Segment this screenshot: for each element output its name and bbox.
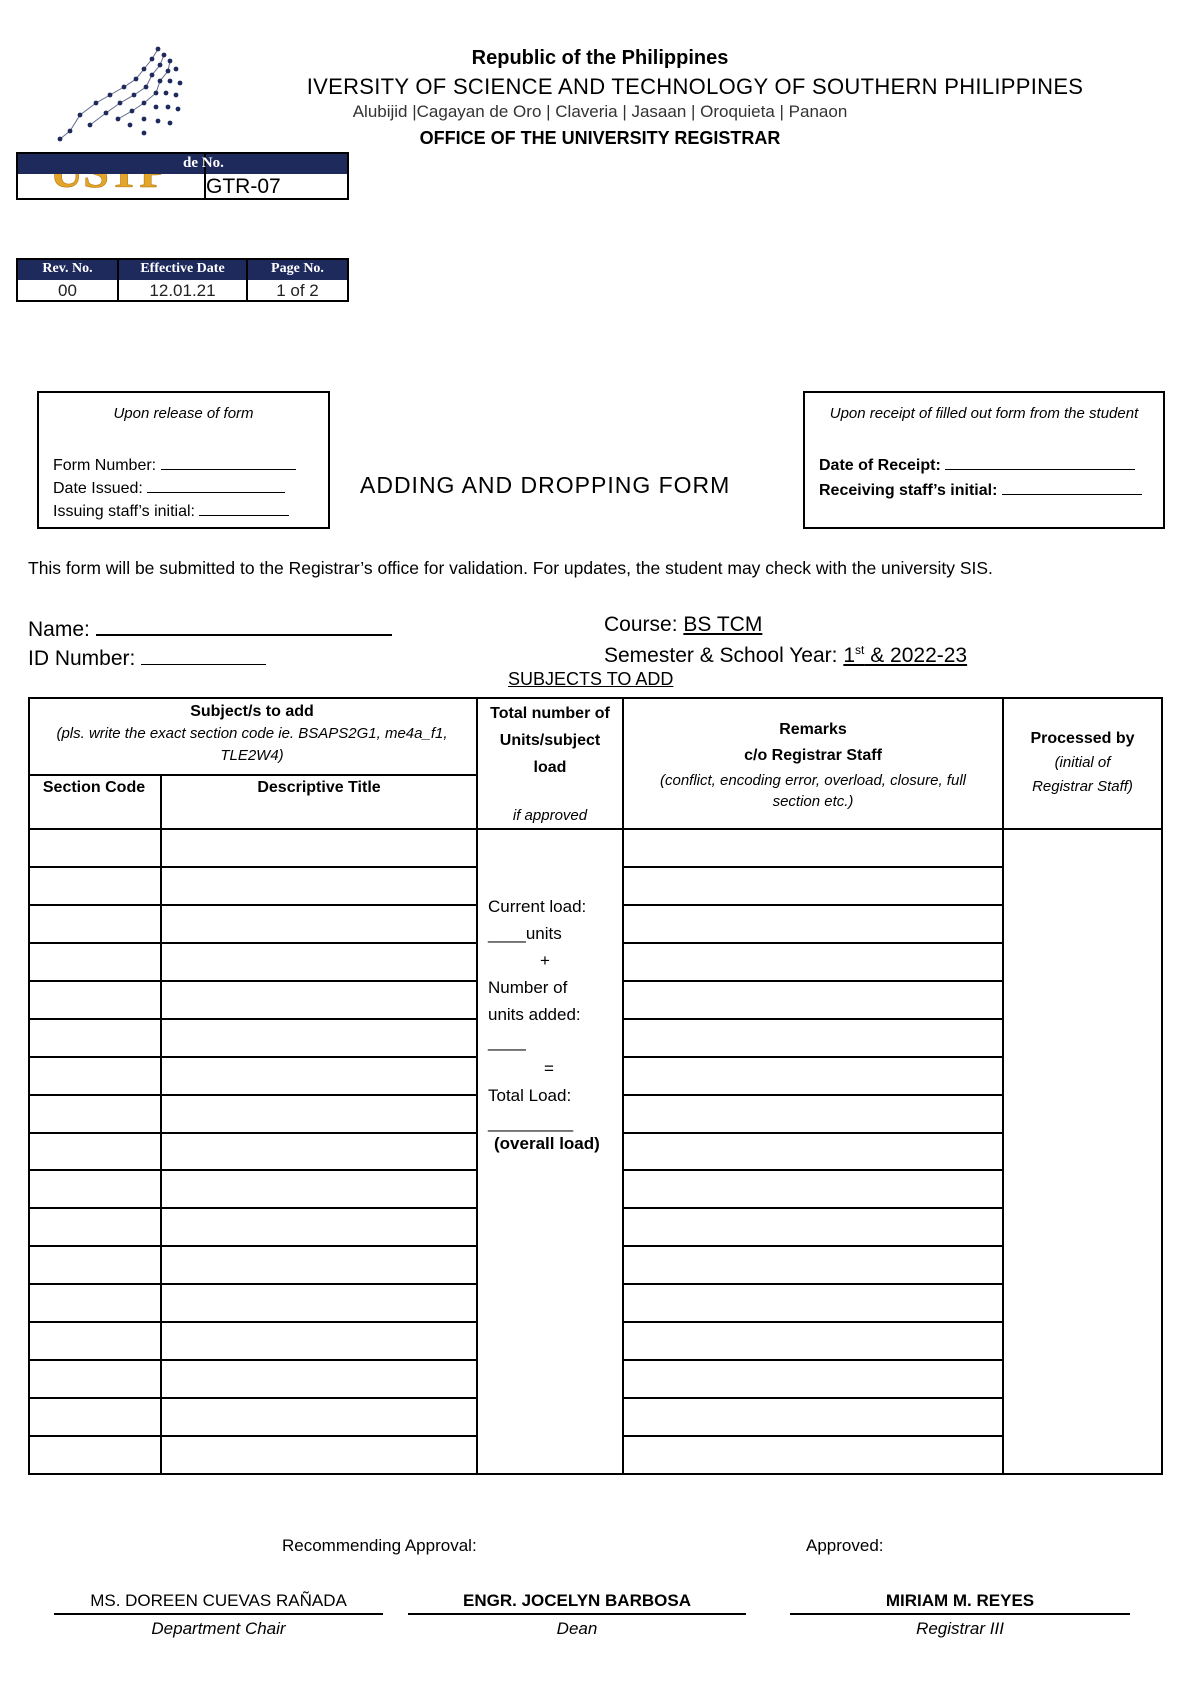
date-issued-label: Date Issued:	[53, 480, 143, 497]
table-row-line	[28, 1207, 477, 1209]
semester-value: 1st & 2022-23	[843, 643, 968, 667]
effective-date-value: 12.01.21	[149, 281, 216, 300]
form-number-label: Form Number:	[53, 457, 157, 474]
table-row-line	[28, 1056, 477, 1058]
rev-no-value: 00	[58, 281, 77, 300]
subjects-header: Subject/s to add (pls. write the exact section code ie. BSAPS2G1, me4a_f1, TLE2W4)	[56, 703, 448, 764]
date-issued-field[interactable]	[147, 476, 285, 493]
units-header: Total number of Units/subject load	[490, 705, 610, 776]
table-row-line	[28, 904, 477, 906]
receiving-staff-label: Receiving staff’s initial:	[819, 482, 998, 499]
dept-chair-name: MS. DOREEN CUEVAS RAÑADA	[90, 1591, 347, 1610]
table-row-line	[28, 980, 477, 982]
processed-header: Processed by (initial of Registrar Staff)	[1030, 730, 1135, 795]
issuing-staff-label: Issuing staff’s initial:	[53, 503, 195, 520]
table-row-line	[622, 1018, 1003, 1020]
dean-role: Dean	[556, 1619, 598, 1638]
table-row-line	[622, 1359, 1003, 1361]
table-row-line	[28, 866, 477, 868]
table-row-line	[28, 1018, 477, 1020]
remarks-note: (conflict, encoding error, overload, closure, full section etc.)	[660, 772, 966, 810]
page-no-value: 1 of 2	[276, 281, 319, 300]
receipt-box-title: Upon receipt of filled out form from the student	[829, 405, 1139, 422]
receiving-staff-field[interactable]	[1002, 478, 1142, 495]
table-row-line	[28, 1132, 477, 1134]
id-number-label: ID Number:	[28, 647, 136, 670]
id-number-field[interactable]	[141, 643, 266, 665]
table-title: SUBJECTS TO ADD	[508, 669, 674, 689]
dean-name: ENGR. JOCELYN BARBOSA	[463, 1591, 691, 1610]
table-row-line	[622, 1169, 1003, 1171]
approved-label: Approved:	[806, 1536, 884, 1555]
recommending-approval-label: Recommending Approval:	[282, 1536, 477, 1555]
release-box-title: Upon release of form	[113, 405, 254, 422]
table-row-line	[28, 1094, 477, 1096]
remarks-header: Remarks c/o Registrar Staff	[744, 721, 882, 764]
table-row-line	[622, 1056, 1003, 1058]
table-row-line	[28, 1397, 477, 1399]
rev-no-header: Rev. No.	[42, 261, 93, 276]
release-box	[37, 391, 330, 529]
issuing-staff-field[interactable]	[199, 499, 289, 516]
name-label: Name:	[28, 618, 90, 641]
table-row-line	[622, 1435, 1003, 1437]
descriptive-title-header: Descriptive Title	[257, 779, 381, 796]
course-label: Course:	[604, 613, 678, 636]
table-row-line	[28, 942, 477, 944]
campus-list: Alubijid |Cagayan de Oro | Claveria | Jasaan | Oroquieta | Panaon	[352, 102, 848, 121]
units-note: if approved	[512, 807, 588, 824]
table-row-line	[28, 1359, 477, 1361]
table-row-line	[622, 1132, 1003, 1134]
table-row-line	[622, 866, 1003, 868]
table-row-line	[622, 1321, 1003, 1323]
table-row-line	[28, 1435, 477, 1437]
course-value: BS TCM	[683, 613, 763, 636]
submission-notice: This form will be submitted to the Registrar’s office for validation. For updates, the student may check with the university SIS.	[28, 558, 993, 578]
table-row-line	[28, 1283, 477, 1285]
document-code-box	[16, 152, 349, 200]
form-title: ADDING AND DROPPING FORM	[360, 472, 731, 498]
code-label: de No.	[183, 155, 224, 171]
semester-label: Semester & School Year:	[604, 644, 838, 667]
code-value: GTR-07	[206, 175, 281, 198]
dept-chair-role: Department Chair	[151, 1619, 286, 1638]
table-row-line	[622, 980, 1003, 982]
table-row-line	[28, 1169, 477, 1171]
table-row-line	[622, 1207, 1003, 1209]
effective-date-header: Effective Date	[140, 261, 225, 276]
table-row-line	[28, 1245, 477, 1247]
page-no-header: Page No.	[271, 261, 324, 276]
date-receipt-field[interactable]	[945, 453, 1135, 470]
revision-table	[16, 258, 349, 302]
table-row-line	[28, 1321, 477, 1323]
table-row-line	[622, 942, 1003, 944]
university-name: IVERSITY OF SCIENCE AND TECHNOLOGY OF SOUTHERN PHILIPPINES	[306, 74, 1084, 99]
name-field[interactable]	[96, 613, 392, 636]
republic-heading: Republic of the Philippines	[471, 47, 729, 69]
section-code-header: Section Code	[42, 779, 146, 796]
registrar-name: MIRIAM M. REYES	[885, 1591, 1035, 1610]
date-receipt-label: Date of Receipt:	[819, 457, 941, 474]
table-row-line	[622, 1397, 1003, 1399]
table-row-line	[622, 904, 1003, 906]
load-computation: Current load: ____units + Number of units added: ____ = Total Load: _________ (overall load)	[488, 897, 600, 1153]
table-row-line	[622, 1094, 1003, 1096]
office-heading: OFFICE OF THE UNIVERSITY REGISTRAR	[419, 128, 781, 148]
table-row-line	[622, 1245, 1003, 1247]
table-row-line	[622, 1283, 1003, 1285]
receipt-box	[803, 391, 1165, 529]
registrar-role: Registrar III	[916, 1619, 1004, 1638]
form-number-field[interactable]	[161, 453, 296, 470]
